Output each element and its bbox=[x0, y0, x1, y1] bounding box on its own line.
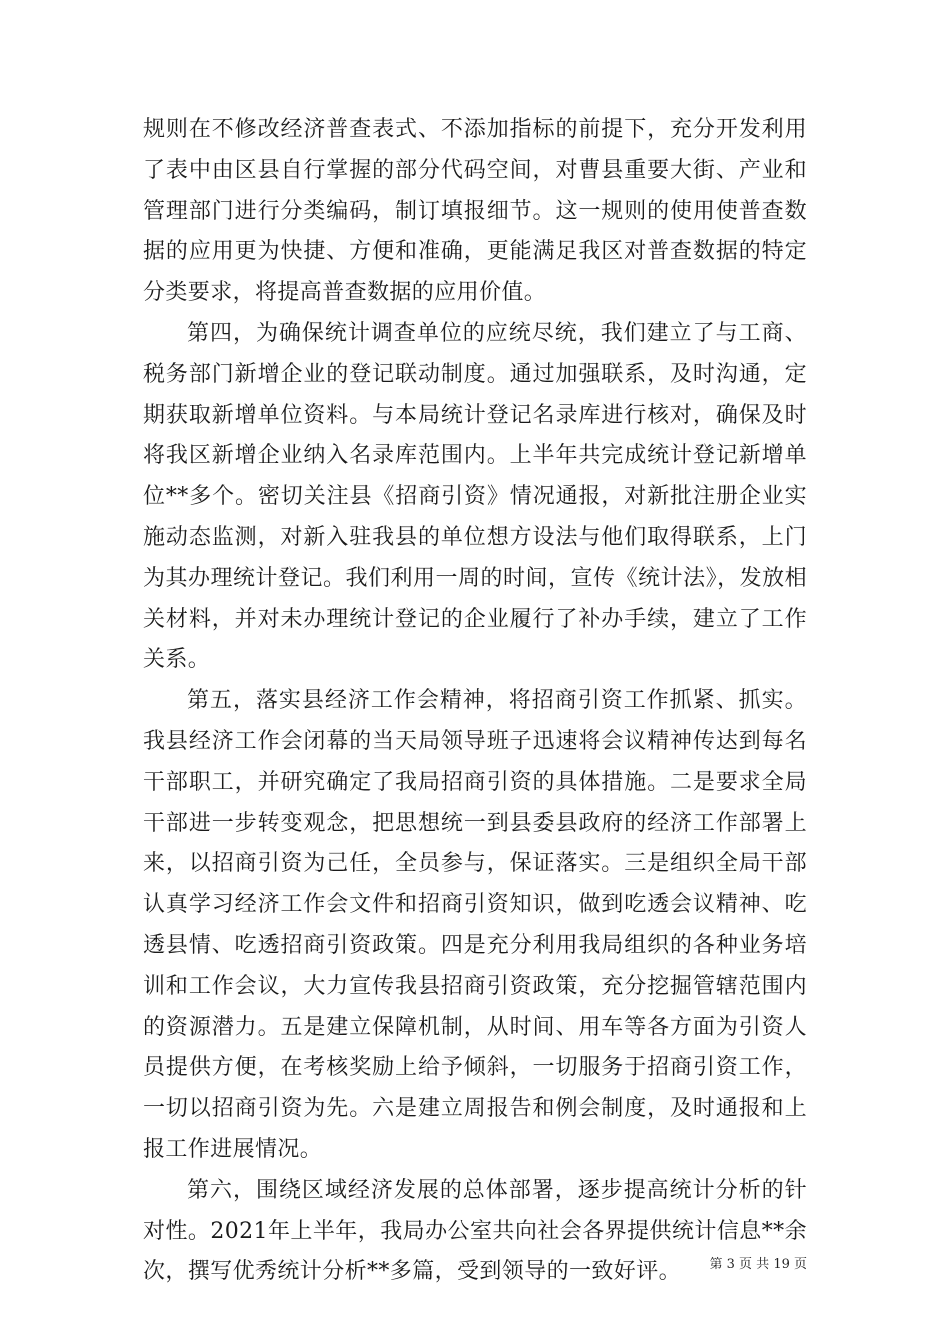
paragraph-fifth: 第五，落实县经济工作会精神，将招商引资工作抓紧、抓实。我县经济工作会闭幕的当天局领导班子迅速将会议精神传达到每名干部职工，并研究确定了我局招商引资的具体措施。二是要求全局干部进一步转变观念，把思想统一到县委县政府的经济工作部署上来，以招商引资为己任，全员参与，保证落实。三是组织全局干部认真学习经济工作会文件和招商引资知识，做到吃透会议精神、吃透县情、吃透招商引资政策。四是充分利用我局组织的各种业务培训和工作会议，大力宣传我县招商引资政策，充分挖掘管辖范围内的资源潜力。五是建立保障机制，从时间、用车等各方面为引资人员提供方便，在考核奖励上给予倾斜，一切服务于招商引资工作，一切以招商引资为先。六是建立周报告和例会制度，及时通报和上报工作进展情况。 bbox=[143, 688, 807, 1162]
paragraph-rules: 规则在不修改经济普查表式、不添加指标的前提下，充分开发利用了表中由区县自行掌握的部分代码空间，对曹县重要大街、产业和管理部门进行分类编码，制订填报细节。这一规则的使用使普查数据的应用更为快捷、方便和准确，更能满足我区对普查数据的特定分类要求，将提高普查数据的应用价值。 bbox=[143, 117, 807, 306]
page-number: 第 3 页 共 19 页 bbox=[709, 1257, 807, 1272]
paragraph-fourth: 第四，为确保统计调查单位的应统尽统，我们建立了与工商、税务部门新增企业的登记联动制度。通过加强联系，及时沟通，定期获取新增单位资料。与本局统计登记名录库进行核对，确保及时将我区新增企业纳入名录库范围内。上半年共完成统计登记新增单位**多个。密切关注县《招商引资》情况通报，对新批注册企业实施动态监测，对新入驻我县的单位想方设法与他们取得联系，上门为其办理统计登记。我们利用一周的时间，宣传《统计法》，发放相关材料，并对未办理统计登记的企业履行了补办手续，建立了工作关系。 bbox=[143, 320, 807, 673]
document-body bbox=[143, 110, 807, 1293]
paragraph-sixth: 第六，围绕区域经济发展的总体部署，逐步提高统计分析的针对性。2021年上半年，我局办公室共向社会各界提供统计信息**余次，撰写优秀统计分析**多篇，受到领导的一致好评。 bbox=[143, 1177, 807, 1285]
